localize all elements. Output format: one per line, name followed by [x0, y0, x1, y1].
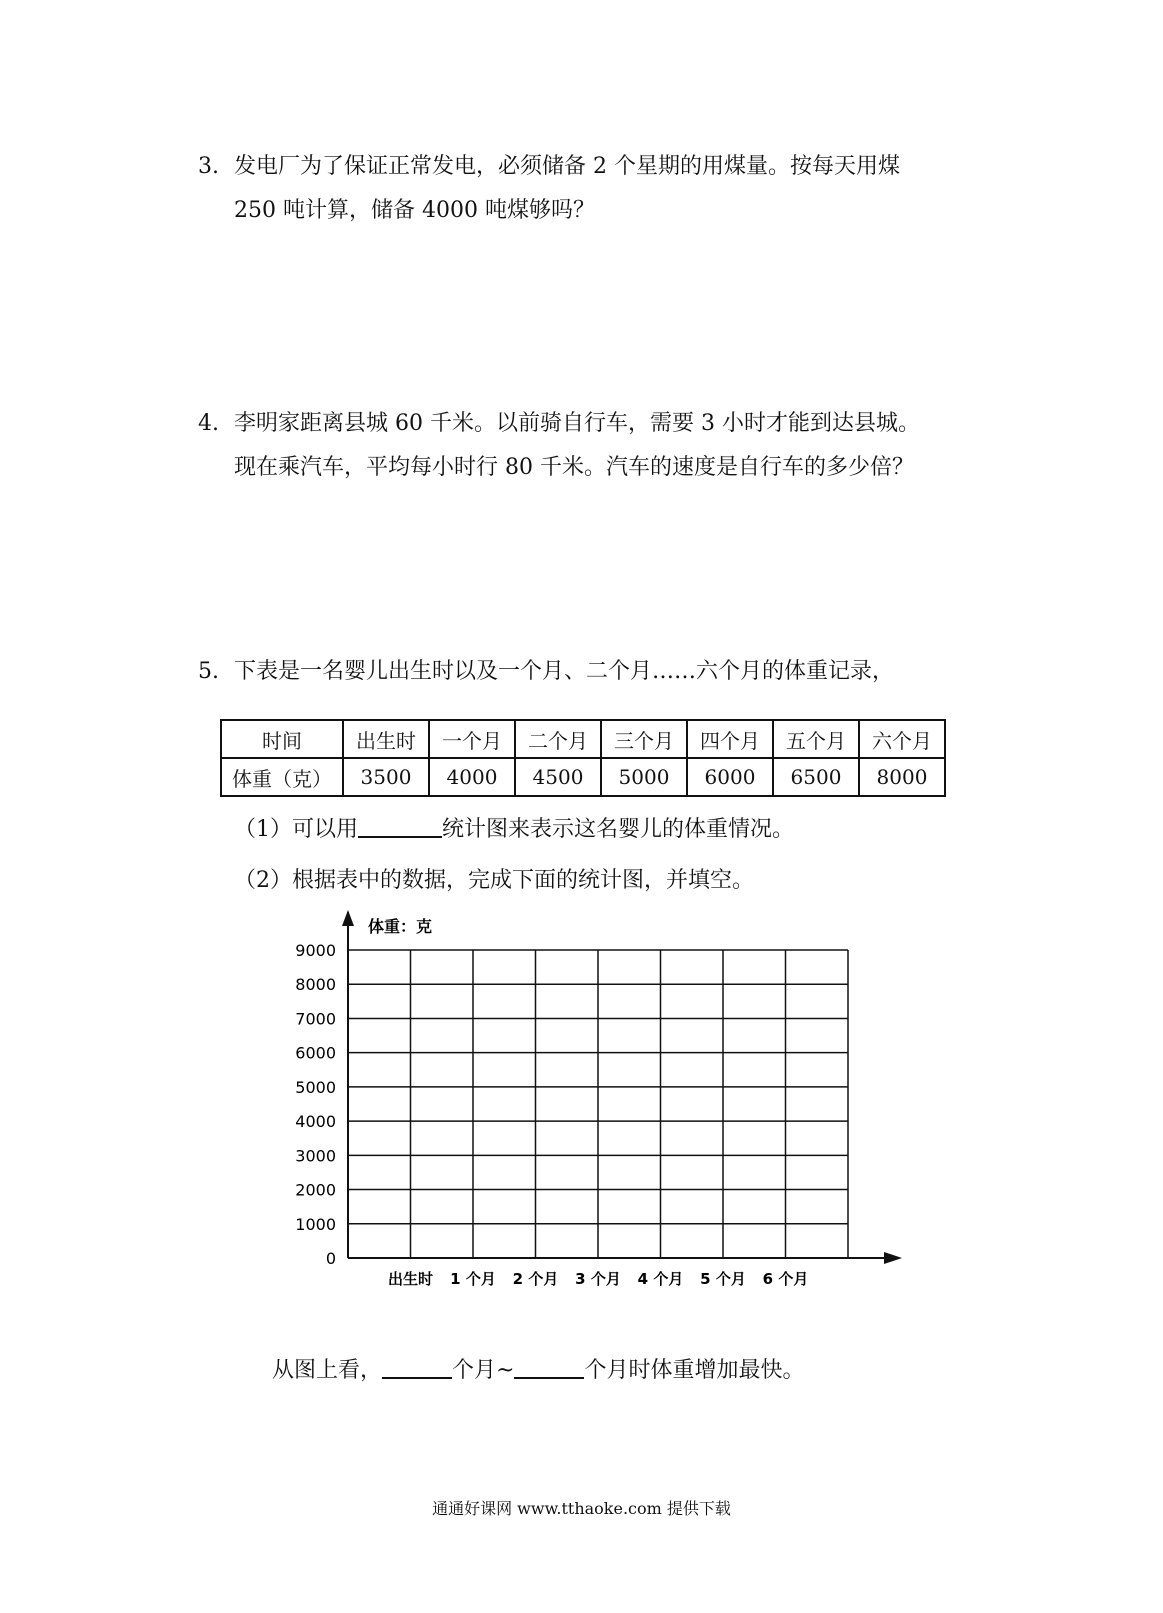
y-tick-label: 3000 [295, 1146, 336, 1166]
y-axis-label: 体重：克 [368, 917, 433, 936]
y-tick-label: 9000 [295, 941, 336, 960]
page-footer: 通通好课网 www.tthaoke.com 提供下载 [432, 1499, 731, 1518]
x-tick-label: 1 个月 [450, 1270, 496, 1288]
table-cell: 三个月 [601, 720, 687, 758]
y-tick-label: 7000 [295, 1009, 336, 1029]
y-tick-label: 0 [325, 1249, 336, 1268]
question-text: 下表是一名婴儿出生时以及一个月、二个月……六个月的体重记录， [234, 659, 895, 684]
table-cell: 6000 [687, 758, 773, 796]
table-cell: 五个月 [773, 720, 859, 758]
table-cell: 8000 [859, 758, 945, 796]
x-tick-label: 3 个月 [575, 1270, 621, 1288]
question-number: 4. [198, 411, 219, 436]
table-cell: 3500 [343, 758, 429, 796]
y-tick-label: 4000 [295, 1112, 336, 1132]
question-3 [198, 145, 998, 245]
sub-question-text: 统计图来表示这名婴儿的体重情况。 [442, 817, 795, 842]
table-cell: 6500 [773, 758, 859, 796]
weight-table [220, 719, 946, 797]
x-tick-label: 4 个月 [637, 1270, 684, 1288]
table-cell: 一个月 [429, 720, 515, 758]
table-row [221, 758, 945, 796]
table-cell: 四个月 [687, 720, 773, 758]
table-cell: 时间 [221, 720, 343, 758]
conclusion-sentence [272, 1353, 804, 1384]
conclusion-text: 个月时体重增加最快。 [584, 1358, 805, 1383]
x-tick-label: 出生时 [387, 1270, 434, 1288]
x-tick-label: 6 个月 [762, 1270, 809, 1288]
x-tick-label: 2 个月 [512, 1270, 559, 1288]
question-number: 3. [198, 154, 219, 179]
y-tick-label: 2000 [295, 1180, 336, 1200]
conclusion-text: 从图上看， [272, 1358, 383, 1383]
table-cell: 六个月 [859, 720, 945, 758]
question-text: 李明家距离县城 60 千米。以前骑自行车，需要 3 小时才能到达县城。 现在乘汽车，平均每小时行 80 千米。汽车的速度是自行车的多少倍？ [234, 411, 920, 480]
answer-blank[interactable] [382, 1355, 452, 1379]
y-tick-label: 6000 [295, 1043, 336, 1063]
table-header-row [221, 720, 945, 758]
table-cell: 体重（克） [221, 758, 343, 796]
answer-blank[interactable] [358, 814, 442, 838]
sub-question-text: （1）可以用 [234, 817, 358, 842]
y-axis-arrow [342, 910, 354, 926]
sub-question-1 [234, 812, 794, 843]
table-cell: 二个月 [515, 720, 601, 758]
question-text: 发电厂为了保证正常发电，必须储备 2 个星期的用煤量。按每天用煤 250 吨计算，储备 4000 吨煤够吗？ [234, 154, 900, 223]
sub-question-text: （2）根据表中的数据，完成下面的统计图，并填空。 [234, 868, 754, 893]
x-axis-arrow [884, 1252, 902, 1264]
answer-blank[interactable] [514, 1355, 584, 1379]
question-5 [198, 650, 998, 700]
y-tick-label: 5000 [295, 1077, 336, 1097]
table-cell: 5000 [601, 758, 687, 796]
conclusion-text: 个月~ [452, 1358, 515, 1383]
table-cell: 4500 [515, 758, 601, 796]
table-cell: 出生时 [343, 720, 429, 758]
question-4 [198, 402, 998, 502]
y-tick-label: 8000 [295, 975, 336, 995]
table-cell: 4000 [429, 758, 515, 796]
sub-question-2 [234, 863, 754, 894]
y-tick-label: 1000 [295, 1214, 336, 1234]
weight-line-chart-grid [290, 910, 920, 1300]
x-tick-label: 5 个月 [700, 1270, 746, 1288]
question-number: 5. [198, 659, 219, 684]
